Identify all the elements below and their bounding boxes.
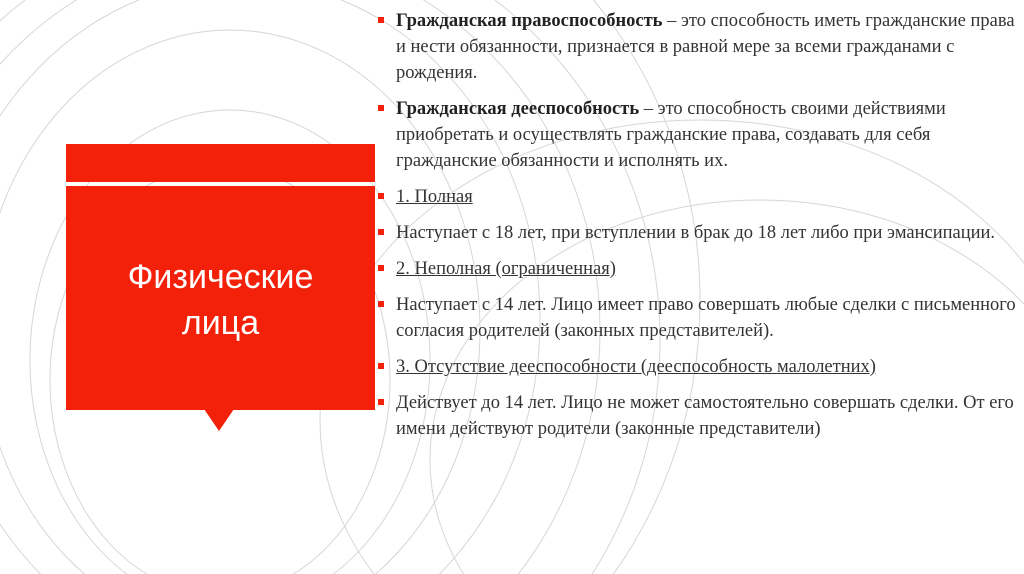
text-no-capacity: Действует до 14 лет. Лицо не может самостоятельно совершать сделки. От его имени действуют родители (законные представители) xyxy=(396,393,1014,439)
definition-legal-capacity: – это способность иметь гражданские права и нести обязанности, признается в равной мере за всеми гражданами с рождения. xyxy=(396,11,1015,83)
list-item xyxy=(376,8,1016,86)
bullet-marker xyxy=(378,17,384,23)
slide-title-line-2: лица xyxy=(181,304,260,342)
heading-partial-capacity: 2. Неполная (ограниченная) xyxy=(396,259,616,279)
bullet-marker xyxy=(378,105,384,111)
list-item xyxy=(376,292,1016,344)
bullet-marker xyxy=(378,265,384,271)
bullet-marker xyxy=(378,363,384,369)
heading-full-capacity: 1. Полная xyxy=(396,187,473,207)
bullet-marker xyxy=(378,301,384,307)
text-full-capacity: Наступает с 18 лет, при вступлении в брак до 18 лет либо при эмансипации. xyxy=(396,223,996,243)
list-item xyxy=(376,390,1016,442)
heading-no-capacity: 3. Отсутствие дееспособности (дееспособность малолетних) xyxy=(396,357,876,377)
list-item xyxy=(376,96,1016,174)
bullet-marker xyxy=(378,399,384,405)
term-active-capacity: Гражданская дееспособность xyxy=(396,99,640,119)
list-item xyxy=(376,220,1016,246)
title-accent-bar xyxy=(66,144,375,182)
list-item xyxy=(376,354,1016,380)
slide-title-line-1: Физические xyxy=(127,258,314,296)
list-item xyxy=(376,256,1016,282)
slide-title xyxy=(66,254,375,346)
bullet-marker xyxy=(378,229,384,235)
title-pointer xyxy=(204,409,234,431)
bullet-list xyxy=(376,8,1016,452)
text-partial-capacity: Наступает с 14 лет. Лицо имеет право совершать любые сделки с письменного согласия родителей (законных представителей). xyxy=(396,295,1016,341)
term-legal-capacity: Гражданская правоспособность xyxy=(396,11,663,31)
bullet-marker xyxy=(378,193,384,199)
list-item xyxy=(376,184,1016,210)
definition-active-capacity: – это способность своими действиями приобретать и осуществлять гражданские права, создавать для себя гражданские обязанности и исполнять их. xyxy=(396,99,946,171)
